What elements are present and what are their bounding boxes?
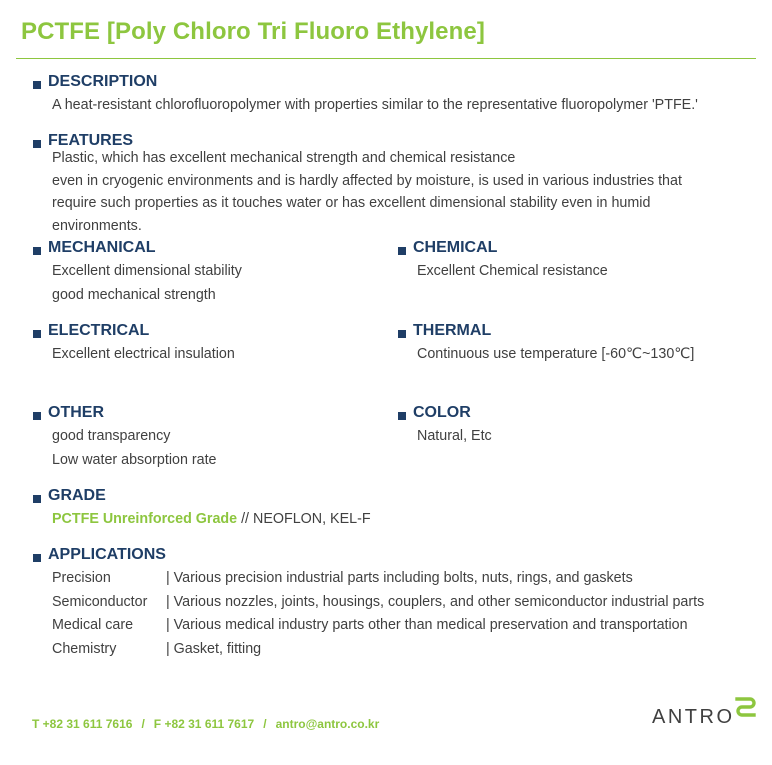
bullet-square-icon xyxy=(398,412,406,420)
section-heading: FEATURES xyxy=(48,132,134,149)
other-line: good transparency xyxy=(52,428,171,444)
electrical-section xyxy=(33,321,235,367)
features-line: Plastic, which has excellent mechanical strength and chemical resistance xyxy=(52,150,516,166)
features-line: require such properties as it touches water or has excellent dimensional stability even in humid xyxy=(52,195,651,211)
color-section xyxy=(398,403,492,449)
footer-email[interactable]: antro@antro.co.kr xyxy=(275,717,380,731)
grade-section xyxy=(33,486,371,532)
contact-footer xyxy=(32,717,379,731)
applications-section xyxy=(33,545,704,661)
description-text: A heat-resistant chlorofluoropolymer with properties similar to the representative fluoropolymer 'PTFE.' xyxy=(52,97,698,113)
bullet-square-icon xyxy=(33,140,41,148)
title-divider xyxy=(16,58,756,59)
bullet-square-icon xyxy=(33,412,41,420)
thermal-line: Continuous use temperature [-60℃~130℃] xyxy=(417,346,695,362)
section-heading: THERMAL xyxy=(413,322,492,339)
antro-logo xyxy=(652,697,762,731)
features-line: even in cryogenic environments and is hardly affected by moisture, is used in various industries that xyxy=(52,172,682,189)
chemical-line: Excellent Chemical resistance xyxy=(417,263,608,279)
section-heading: ELECTRICAL xyxy=(48,322,150,339)
electrical-line: Excellent electrical insulation xyxy=(52,346,235,362)
section-heading: GRADE xyxy=(48,487,106,504)
application-row xyxy=(52,614,704,638)
logo-wordmark: ANTRO xyxy=(652,706,735,728)
application-label: Semiconductor xyxy=(52,593,148,610)
bullet-square-icon xyxy=(398,247,406,255)
application-text: | Various medical industry parts other than medical preservation and transportation xyxy=(166,617,688,633)
bullet-square-icon xyxy=(33,247,41,255)
features-text-box xyxy=(33,147,682,234)
section-heading: OTHER xyxy=(48,404,104,421)
section-heading: DESCRIPTION xyxy=(48,73,158,90)
bullet-square-icon xyxy=(33,554,41,562)
description-section xyxy=(33,72,698,118)
footer-separator: / xyxy=(141,717,145,731)
color-line: Natural, Etc xyxy=(417,428,492,444)
bullet-square-icon xyxy=(398,330,406,338)
application-text: | Various precision industrial parts including bolts, nuts, rings, and gaskets xyxy=(166,570,633,586)
application-row xyxy=(52,567,704,591)
thermal-section xyxy=(398,321,694,367)
grade-brands: // NEOFLON, KEL-F xyxy=(237,511,371,527)
section-heading: APPLICATIONS xyxy=(48,546,166,563)
section-heading: COLOR xyxy=(413,404,471,421)
mechanical-line: good mechanical strength xyxy=(52,286,216,303)
bullet-square-icon xyxy=(33,81,41,89)
other-section xyxy=(33,403,217,472)
chemical-section xyxy=(398,238,608,284)
mechanical-section xyxy=(33,238,242,307)
application-label: Medical care xyxy=(52,617,134,633)
application-text: | Gasket, fitting xyxy=(166,640,262,657)
section-heading: MECHANICAL xyxy=(48,239,156,256)
application-text: | Various nozzles, joints, housings, couplers, and other semiconductor industrial parts xyxy=(166,593,705,610)
bullet-square-icon xyxy=(33,495,41,503)
application-label: Precision xyxy=(52,570,111,586)
footer-phone: T +82 31 611 7616 xyxy=(32,717,133,731)
grade-line xyxy=(52,508,371,532)
mechanical-line: Excellent dimensional stability xyxy=(52,263,242,279)
application-row xyxy=(52,638,704,662)
application-label: Chemistry xyxy=(52,640,117,657)
grade-highlight: PCTFE Unreinforced Grade xyxy=(52,511,238,527)
page-title: PCTFE [Poly Chloro Tri Fluoro Ethylene] xyxy=(21,18,485,45)
footer-separator: / xyxy=(263,717,267,731)
bullet-square-icon xyxy=(33,330,41,338)
features-line: environments. xyxy=(52,217,142,234)
other-line: Low water absorption rate xyxy=(52,451,217,468)
application-row xyxy=(52,591,704,615)
section-heading: CHEMICAL xyxy=(413,239,498,256)
antro-logo-mark-icon xyxy=(734,695,758,721)
footer-fax: F +82 31 611 7617 xyxy=(153,717,255,731)
features-section xyxy=(33,131,682,234)
